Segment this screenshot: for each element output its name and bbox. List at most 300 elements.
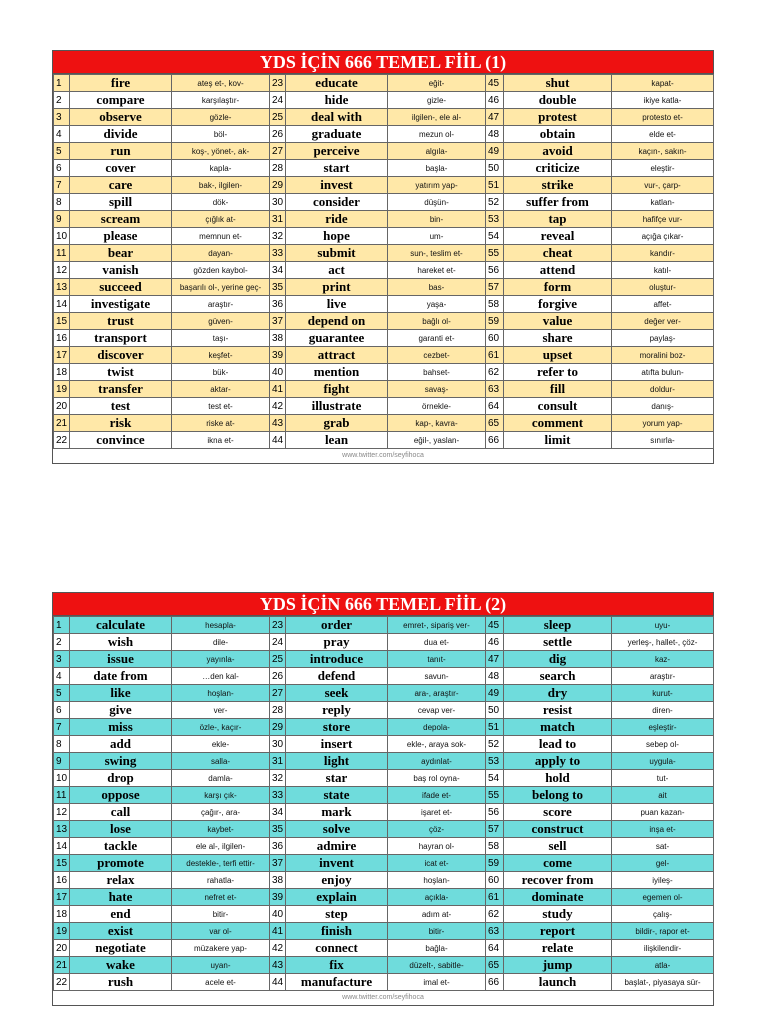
entry-number: 29 — [270, 719, 286, 736]
verb: lean — [286, 432, 388, 449]
meaning: ekle- — [172, 736, 270, 753]
verb: seek — [286, 685, 388, 702]
entry-number: 42 — [270, 940, 286, 957]
meaning: ikiye katla- — [612, 92, 714, 109]
footer-credit: www.twitter.com/seyfihoca — [342, 452, 424, 459]
entry-number: 36 — [270, 838, 286, 855]
entry-number: 51 — [486, 719, 504, 736]
verb: hope — [286, 228, 388, 245]
verb: obtain — [504, 126, 612, 143]
meaning: acele et- — [172, 974, 270, 991]
table-row — [54, 668, 714, 685]
entry-number: 18 — [54, 364, 70, 381]
meaning: sun-, teslim et- — [388, 245, 486, 262]
entry-number: 23 — [270, 617, 286, 634]
entry-number: 44 — [270, 974, 286, 991]
meaning: moralini boz- — [612, 347, 714, 364]
entry-number: 22 — [54, 974, 70, 991]
verb: match — [504, 719, 612, 736]
meaning: bağla- — [388, 940, 486, 957]
verb: refer to — [504, 364, 612, 381]
entry-number: 58 — [486, 296, 504, 313]
verb: mention — [286, 364, 388, 381]
entry-number: 34 — [270, 262, 286, 279]
entry-number: 14 — [54, 838, 70, 855]
meaning: protesto et- — [612, 109, 714, 126]
entry-number: 38 — [270, 872, 286, 889]
verb: fire — [70, 75, 172, 92]
entry-number: 48 — [486, 126, 504, 143]
entry-number: 45 — [486, 617, 504, 634]
meaning: çağır-, ara- — [172, 804, 270, 821]
entry-number: 5 — [54, 685, 70, 702]
verb: relax — [70, 872, 172, 889]
entry-number: 52 — [486, 736, 504, 753]
verb: illustrate — [286, 398, 388, 415]
entry-number: 2 — [54, 634, 70, 651]
entry-number: 53 — [486, 211, 504, 228]
meaning: güven- — [172, 313, 270, 330]
table-row — [54, 855, 714, 872]
meaning: kandır- — [612, 245, 714, 262]
entry-number: 1 — [54, 617, 70, 634]
verb: apply to — [504, 753, 612, 770]
meaning: bildir-, rapor et- — [612, 923, 714, 940]
verb: criticize — [504, 160, 612, 177]
meaning: taşı- — [172, 330, 270, 347]
meaning: eşleştir- — [612, 719, 714, 736]
verb: search — [504, 668, 612, 685]
meaning: düşün- — [388, 194, 486, 211]
table-row — [54, 381, 714, 398]
entry-number: 40 — [270, 906, 286, 923]
meaning: icat et- — [388, 855, 486, 872]
verb: dry — [504, 685, 612, 702]
meaning: yerleş-, hallet-, çöz- — [612, 634, 714, 651]
verb: swing — [70, 753, 172, 770]
meaning: kapat- — [612, 75, 714, 92]
table-row — [54, 974, 714, 991]
meaning: karşı çık- — [172, 787, 270, 804]
entry-number: 53 — [486, 753, 504, 770]
meaning: algıla- — [388, 143, 486, 160]
entry-number: 29 — [270, 177, 286, 194]
verb: submit — [286, 245, 388, 262]
verb: exist — [70, 923, 172, 940]
table-row — [54, 719, 714, 736]
entry-number: 8 — [54, 736, 70, 753]
entry-number: 31 — [270, 753, 286, 770]
table-row — [54, 685, 714, 702]
meaning: çöz- — [388, 821, 486, 838]
entry-number: 46 — [486, 92, 504, 109]
meaning: atıfta bulun- — [612, 364, 714, 381]
entry-number: 56 — [486, 262, 504, 279]
verb: upset — [504, 347, 612, 364]
meaning: nefret et- — [172, 889, 270, 906]
verb: relate — [504, 940, 612, 957]
verb: trust — [70, 313, 172, 330]
meaning: çalış- — [612, 906, 714, 923]
meaning: rahatla- — [172, 872, 270, 889]
sheet-title: YDS İÇİN 666 TEMEL FİİL (2) — [53, 593, 713, 616]
meaning: açığa çıkar- — [612, 228, 714, 245]
verb: vanish — [70, 262, 172, 279]
verb: explain — [286, 889, 388, 906]
entry-number: 12 — [54, 804, 70, 821]
table-row — [54, 432, 714, 449]
entry-number: 59 — [486, 313, 504, 330]
verb-sheet-2 — [52, 592, 714, 1006]
table-row — [54, 194, 714, 211]
meaning: damla- — [172, 770, 270, 787]
table-row — [54, 296, 714, 313]
table-row — [54, 753, 714, 770]
entry-number: 56 — [486, 804, 504, 821]
meaning: koş-, yönet-, ak- — [172, 143, 270, 160]
verb: deal with — [286, 109, 388, 126]
entry-number: 66 — [486, 432, 504, 449]
meaning: savun- — [388, 668, 486, 685]
entry-number: 31 — [270, 211, 286, 228]
entry-number: 13 — [54, 279, 70, 296]
verb: end — [70, 906, 172, 923]
meaning: ikna et- — [172, 432, 270, 449]
verb: bear — [70, 245, 172, 262]
verb: hide — [286, 92, 388, 109]
entry-number: 37 — [270, 313, 286, 330]
meaning: hoşlan- — [172, 685, 270, 702]
entry-number: 41 — [270, 381, 286, 398]
meaning: vur-, çarp- — [612, 177, 714, 194]
table-row — [54, 821, 714, 838]
entry-number: 26 — [270, 126, 286, 143]
verb: share — [504, 330, 612, 347]
verb: attract — [286, 347, 388, 364]
verb: perceive — [286, 143, 388, 160]
verb: negotiate — [70, 940, 172, 957]
verb: study — [504, 906, 612, 923]
table-row — [54, 957, 714, 974]
meaning: kaybet- — [172, 821, 270, 838]
entry-number: 33 — [270, 787, 286, 804]
table-row — [54, 245, 714, 262]
table-row — [54, 177, 714, 194]
meaning: işaret et- — [388, 804, 486, 821]
meaning: hoşlan- — [388, 872, 486, 889]
meaning: eğil-, yaslan- — [388, 432, 486, 449]
entry-number: 27 — [270, 685, 286, 702]
meaning: gözden kaybol- — [172, 262, 270, 279]
entry-number: 13 — [54, 821, 70, 838]
verb: fix — [286, 957, 388, 974]
entry-number: 45 — [486, 75, 504, 92]
verb: invest — [286, 177, 388, 194]
meaning: imal et- — [388, 974, 486, 991]
meaning: dua et- — [388, 634, 486, 651]
verb-sheet-1 — [52, 50, 714, 464]
entry-number: 2 — [54, 92, 70, 109]
table-row — [54, 651, 714, 668]
verb: test — [70, 398, 172, 415]
meaning: hayran ol- — [388, 838, 486, 855]
meaning: dayan- — [172, 245, 270, 262]
entry-number: 20 — [54, 398, 70, 415]
verb: dominate — [504, 889, 612, 906]
entry-number: 63 — [486, 381, 504, 398]
verb: start — [286, 160, 388, 177]
entry-number: 19 — [54, 923, 70, 940]
table-row — [54, 872, 714, 889]
verb: guarantee — [286, 330, 388, 347]
verb: sleep — [504, 617, 612, 634]
entry-number: 23 — [270, 75, 286, 92]
table-row — [54, 330, 714, 347]
table-row — [54, 702, 714, 719]
verb: comment — [504, 415, 612, 432]
meaning: yayınla- — [172, 651, 270, 668]
verb: educate — [286, 75, 388, 92]
meaning: diren- — [612, 702, 714, 719]
entry-number: 26 — [270, 668, 286, 685]
meaning: bahset- — [388, 364, 486, 381]
verb: connect — [286, 940, 388, 957]
verb: score — [504, 804, 612, 821]
entry-number: 17 — [54, 889, 70, 906]
entry-number: 46 — [486, 634, 504, 651]
entry-number: 1 — [54, 75, 70, 92]
verb: consider — [286, 194, 388, 211]
verb: lead to — [504, 736, 612, 753]
entry-number: 7 — [54, 177, 70, 194]
entry-number: 61 — [486, 889, 504, 906]
verb: consult — [504, 398, 612, 415]
entry-number: 28 — [270, 702, 286, 719]
entry-number: 36 — [270, 296, 286, 313]
entry-number: 42 — [270, 398, 286, 415]
verb: risk — [70, 415, 172, 432]
verb: fight — [286, 381, 388, 398]
table-row — [54, 736, 714, 753]
entry-number: 28 — [270, 160, 286, 177]
verb: store — [286, 719, 388, 736]
table-row — [54, 906, 714, 923]
table-row — [54, 211, 714, 228]
verb: mark — [286, 804, 388, 821]
entry-number: 27 — [270, 143, 286, 160]
verb: drop — [70, 770, 172, 787]
entry-number: 47 — [486, 651, 504, 668]
verb: form — [504, 279, 612, 296]
verb: depend on — [286, 313, 388, 330]
verb: belong to — [504, 787, 612, 804]
meaning: çığlık at- — [172, 211, 270, 228]
verb: suffer from — [504, 194, 612, 211]
verb: care — [70, 177, 172, 194]
meaning: yaşa- — [388, 296, 486, 313]
entry-number: 5 — [54, 143, 70, 160]
verb: fill — [504, 381, 612, 398]
table-row — [54, 279, 714, 296]
table-row — [54, 787, 714, 804]
entry-number: 41 — [270, 923, 286, 940]
verb: tap — [504, 211, 612, 228]
meaning: …den kal- — [172, 668, 270, 685]
entry-number: 3 — [54, 109, 70, 126]
table-row — [54, 889, 714, 906]
meaning: özle-, kaçır- — [172, 719, 270, 736]
entry-number: 58 — [486, 838, 504, 855]
table-row — [54, 364, 714, 381]
entry-number: 25 — [270, 109, 286, 126]
meaning: kurut- — [612, 685, 714, 702]
entry-number: 33 — [270, 245, 286, 262]
entry-number: 60 — [486, 872, 504, 889]
meaning: doldur- — [612, 381, 714, 398]
table-row — [54, 75, 714, 92]
meaning: ekle-, araya sok- — [388, 736, 486, 753]
verb: please — [70, 228, 172, 245]
table-row — [54, 313, 714, 330]
entry-number: 47 — [486, 109, 504, 126]
verb: wish — [70, 634, 172, 651]
verb: reply — [286, 702, 388, 719]
verb: convince — [70, 432, 172, 449]
entry-number: 61 — [486, 347, 504, 364]
meaning: dile- — [172, 634, 270, 651]
sheet-title: YDS İÇİN 666 TEMEL FİİL (1) — [53, 51, 713, 74]
entry-number: 21 — [54, 415, 70, 432]
entry-number: 18 — [54, 906, 70, 923]
verb: hold — [504, 770, 612, 787]
entry-number: 6 — [54, 160, 70, 177]
verb: recover from — [504, 872, 612, 889]
meaning: müzakere yap- — [172, 940, 270, 957]
verb: dig — [504, 651, 612, 668]
verb: limit — [504, 432, 612, 449]
meaning: ilişkilendir- — [612, 940, 714, 957]
meaning: ver- — [172, 702, 270, 719]
entry-number: 35 — [270, 279, 286, 296]
meaning: hafifçe vur- — [612, 211, 714, 228]
table-row — [54, 143, 714, 160]
meaning: atla- — [612, 957, 714, 974]
meaning: araştır- — [172, 296, 270, 313]
meaning: eğit- — [388, 75, 486, 92]
entry-number: 11 — [54, 245, 70, 262]
table-row — [54, 109, 714, 126]
entry-number: 38 — [270, 330, 286, 347]
verb: value — [504, 313, 612, 330]
verb: give — [70, 702, 172, 719]
meaning: iyileş- — [612, 872, 714, 889]
meaning: aydınlat- — [388, 753, 486, 770]
verb: strike — [504, 177, 612, 194]
verb: enjoy — [286, 872, 388, 889]
verb: insert — [286, 736, 388, 753]
verb: light — [286, 753, 388, 770]
entry-number: 12 — [54, 262, 70, 279]
verb: transfer — [70, 381, 172, 398]
verb: step — [286, 906, 388, 923]
meaning: oluştur- — [612, 279, 714, 296]
verb: sell — [504, 838, 612, 855]
verb: run — [70, 143, 172, 160]
verb: hate — [70, 889, 172, 906]
verb: issue — [70, 651, 172, 668]
entry-number: 64 — [486, 940, 504, 957]
meaning: gel- — [612, 855, 714, 872]
meaning: cezbet- — [388, 347, 486, 364]
meaning: adım at- — [388, 906, 486, 923]
meaning: sat- — [612, 838, 714, 855]
meaning: bas- — [388, 279, 486, 296]
entry-number: 62 — [486, 906, 504, 923]
entry-number: 15 — [54, 313, 70, 330]
entry-number: 50 — [486, 160, 504, 177]
meaning: mezun ol- — [388, 126, 486, 143]
meaning: ilgilen-, ele al- — [388, 109, 486, 126]
verb: discover — [70, 347, 172, 364]
meaning: araştır- — [612, 668, 714, 685]
meaning: bağlı ol- — [388, 313, 486, 330]
table-row — [54, 398, 714, 415]
entry-number: 49 — [486, 143, 504, 160]
verb: scream — [70, 211, 172, 228]
verb: finish — [286, 923, 388, 940]
verb: report — [504, 923, 612, 940]
verb: cover — [70, 160, 172, 177]
verb: live — [286, 296, 388, 313]
table-row — [54, 923, 714, 940]
entry-number: 64 — [486, 398, 504, 415]
meaning: sınırla- — [612, 432, 714, 449]
meaning: ifade et- — [388, 787, 486, 804]
verb: add — [70, 736, 172, 753]
entry-number: 63 — [486, 923, 504, 940]
verb: order — [286, 617, 388, 634]
verb: manufacture — [286, 974, 388, 991]
entry-number: 51 — [486, 177, 504, 194]
meaning: yorum yap- — [612, 415, 714, 432]
entry-number: 54 — [486, 770, 504, 787]
meaning: sebep ol- — [612, 736, 714, 753]
table-row — [54, 92, 714, 109]
entry-number: 9 — [54, 753, 70, 770]
meaning: depola- — [388, 719, 486, 736]
entry-number: 20 — [54, 940, 70, 957]
meaning: emret-, sipariş ver- — [388, 617, 486, 634]
meaning: kaz- — [612, 651, 714, 668]
entry-number: 60 — [486, 330, 504, 347]
entry-number: 4 — [54, 126, 70, 143]
entry-number: 7 — [54, 719, 70, 736]
meaning: dök- — [172, 194, 270, 211]
meaning: memnun et- — [172, 228, 270, 245]
meaning: paylaş- — [612, 330, 714, 347]
verb: jump — [504, 957, 612, 974]
entry-number: 25 — [270, 651, 286, 668]
table-row — [54, 770, 714, 787]
meaning: değer ver- — [612, 313, 714, 330]
entry-number: 57 — [486, 279, 504, 296]
meaning: bük- — [172, 364, 270, 381]
meaning: hesapla- — [172, 617, 270, 634]
entry-number: 32 — [270, 770, 286, 787]
verb: miss — [70, 719, 172, 736]
meaning: ateş et-, kov- — [172, 75, 270, 92]
meaning: ele al-, ilgilen- — [172, 838, 270, 855]
